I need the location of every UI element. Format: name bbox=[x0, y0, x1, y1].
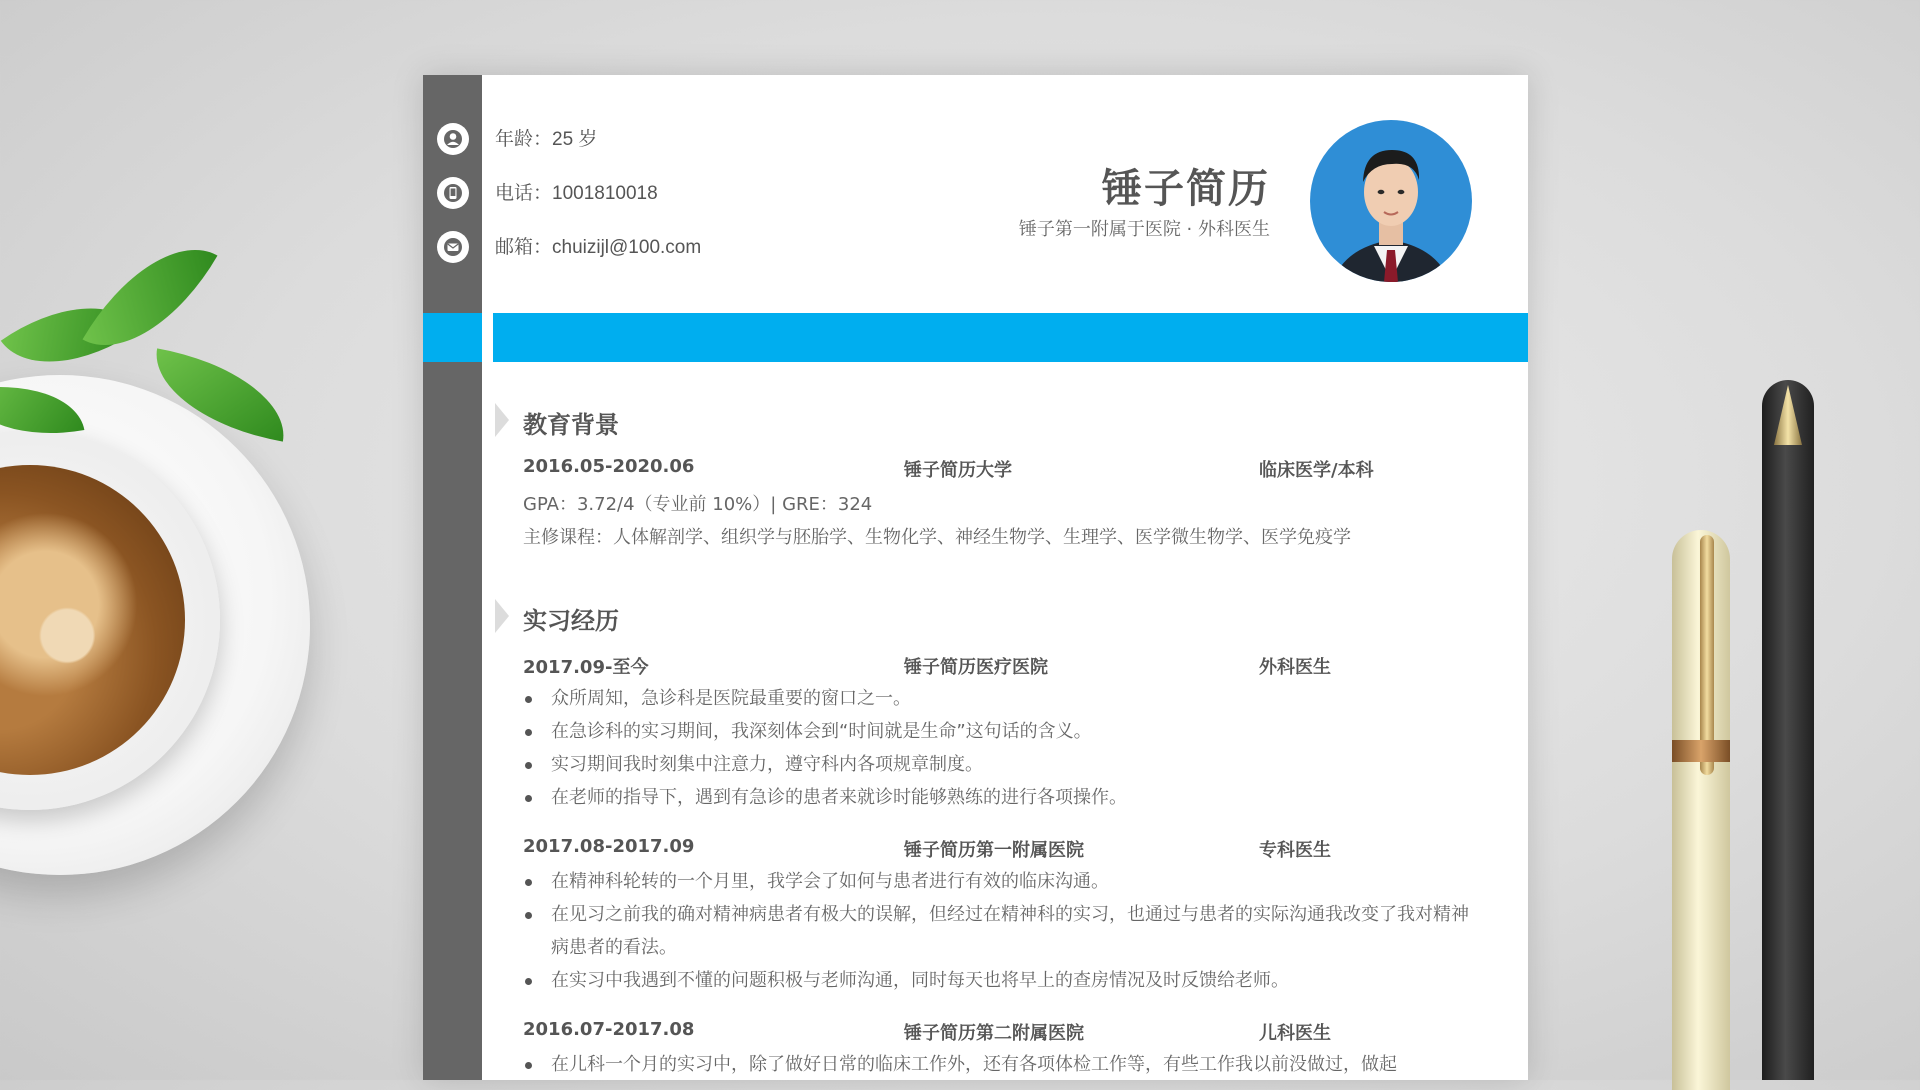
internship-period: 2017.08-2017.09 bbox=[523, 836, 695, 857]
internship-role: 儿科医生 bbox=[1259, 1023, 1331, 1044]
list-item: 实习期间我时刻集中注意力，遵守科内各项规章制度。 bbox=[525, 748, 1485, 781]
bullet-dot bbox=[525, 1062, 532, 1069]
internship-org: 锤子简历第二附属医院 bbox=[904, 1023, 1084, 1044]
resume-page bbox=[423, 75, 1528, 1080]
internship-title: 实习经历 bbox=[523, 607, 619, 635]
resume-subtitle: 锤子第一附属于医院 · 外科医生 bbox=[1018, 219, 1270, 240]
education-major: 临床医学/本科 bbox=[1259, 460, 1374, 481]
list-item: 众所周知，急诊科是医院最重要的窗口之一。 bbox=[525, 682, 1485, 715]
plant-leaf bbox=[83, 218, 218, 377]
mail-icon bbox=[437, 231, 469, 263]
list-item: 在急诊科的实习期间，我深刻体会到“时间就是生命”这句话的含义。 bbox=[525, 715, 1485, 748]
cream-pen-clip bbox=[1700, 535, 1714, 775]
bullet-dot bbox=[525, 762, 532, 769]
internship-period: 2017.09-至今 bbox=[523, 657, 649, 678]
resume-name: 锤子简历 bbox=[1102, 166, 1270, 212]
bullet-dot bbox=[525, 729, 532, 736]
education-period: 2016.05-2020.06 bbox=[523, 456, 695, 477]
bullet-dot bbox=[525, 696, 532, 703]
education-courses: 主修课程：人体解剖学、组织学与胚胎学、生物化学、神经生物学、生理学、医学微生物学、医学免疫学 bbox=[523, 527, 1351, 548]
bullet-dot bbox=[525, 912, 532, 919]
internship-org: 锤子简历第一附属医院 bbox=[904, 840, 1084, 861]
contact-age: 年龄：25 岁 bbox=[495, 129, 598, 150]
internship-org: 锤子简历医疗医院 bbox=[904, 657, 1048, 678]
internship-entry-row bbox=[523, 836, 1483, 862]
internship-entry-row bbox=[523, 1019, 1483, 1045]
internship-period: 2016.07-2017.08 bbox=[523, 1019, 695, 1040]
internship-entry-row bbox=[523, 653, 1483, 679]
contact-email: 邮箱：chuizijl@100.com bbox=[495, 237, 702, 258]
contact-phone: 电话：1001810018 bbox=[495, 183, 658, 204]
black-pen bbox=[1762, 380, 1814, 1080]
education-gpa: GPA：3.72/4（专业前 10%）| GRE：324 bbox=[523, 494, 873, 515]
person-icon bbox=[437, 123, 469, 155]
sidebar bbox=[423, 75, 482, 1080]
cream-pen-band bbox=[1672, 740, 1730, 762]
list-item: 在实习中我遇到不懂的问题积极与老师沟通，同时每天也将早上的查房情况及时反馈给老师。 bbox=[525, 964, 1485, 997]
list-item: 在老师的指导下，遇到有急诊的患者来就诊时能够熟练的进行各项操作。 bbox=[525, 781, 1485, 814]
header-banner bbox=[493, 313, 1528, 362]
phone-icon bbox=[437, 177, 469, 209]
list-item: 在精神科轮转的一个月里，我学会了如何与患者进行有效的临床沟通。 bbox=[525, 865, 1485, 898]
list-item: 在儿科一个月的实习中，除了做好日常的临床工作外，还有各项体检工作等，有些工作我以前没做过，做起 bbox=[525, 1048, 1485, 1080]
section-arrow-icon bbox=[495, 403, 509, 437]
education-row bbox=[523, 456, 1483, 482]
list-item: 在见习之前我的确对精神病患者有极大的误解，但经过在精神科的实习，也通过与患者的实际沟通我改变了我对精神病患者的看法。 bbox=[525, 898, 1485, 964]
sidebar-accent-bar bbox=[423, 313, 482, 362]
internship-role: 外科医生 bbox=[1259, 657, 1331, 678]
bullet-dot bbox=[525, 795, 532, 802]
avatar bbox=[1310, 120, 1472, 282]
bullet-dot bbox=[525, 879, 532, 886]
bullet-dot bbox=[525, 978, 532, 985]
internship-role: 专科医生 bbox=[1259, 840, 1331, 861]
education-title: 教育背景 bbox=[523, 411, 619, 439]
education-school: 锤子简历大学 bbox=[904, 460, 1012, 481]
section-arrow-icon bbox=[495, 599, 509, 633]
